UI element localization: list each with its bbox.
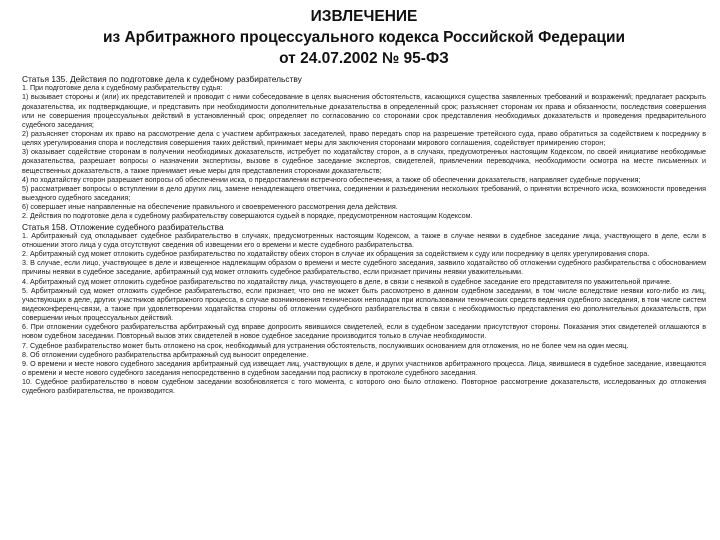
title-line-2: из Арбитражного процессуального кодекса Российской Федерации	[102, 29, 626, 46]
article-135-paragraph: 1) вызывает стороны и (или) их представителей и проводит с ними собеседование в целях выяснения обстоятельств, касающихся существа заявленных требований и возражений; предлагает раскрыть доказательства, их подтверждающие, и представить при необходимости дополнительные доказательства в определенный срок; разъясняет сторонам их права и обязанности, последствия совершения или не совершения процессуальных действий в установленный срок; определяет по согласованию со сторонами срок представления необходимых доказательств и проведения предварительного судебного заседания;	[22, 93, 706, 129]
article-158-paragraph: 1. Арбитражный суд откладывает судебное разбирательство в случаях, предусмотренных настоящим Кодексом, а также в случае неявки в судебное заседание лица, участвующего в деле, если в отношении этого лица у суда отсутствуют сведения об извещении его о времени и месте судебного разбирательства.	[22, 231, 706, 249]
article-158-paragraph: 9. О времени и месте нового судебного заседания арбитражный суд извещает лиц, участвующих в деле, и других участников арбитражного процесса. Лица, явившиеся в судебное заседание, извещаются о времени и месте нового судебного заседания непосредственно в судебном заседании под расписку в протоколе судебного заседания.	[22, 359, 706, 378]
title-line-3: от 24.07.2002 № 95-ФЗ	[279, 50, 449, 67]
article-158-heading: Статья 158. Отложение судебного разбирательства	[22, 221, 224, 232]
article-158-paragraph: 6. При отложении судебного разбирательства арбитражный суд вправе допросить явившихся свидетелей, если в судебном заседании присутствуют стороны. Показания этих свидетелей оглашаются в новом судебном заседании. Повторный вызов этих свидетелей в новое судебное заседание производится только в случае необходимости.	[22, 323, 706, 341]
article-158-paragraph: 4. Арбитражный суд может отложить судебное разбирательство по ходатайству лица, участвующего в деле, в связи с неявкой в судебное заседание его представителя по уважительной причине.	[22, 277, 672, 286]
article-135-paragraph: 1. При подготовке дела к судебному разбирательству судья:	[22, 84, 223, 93]
article-158-paragraph: 3. В случае, если лицо, участвующее в деле и извещенное надлежащим образом о времени и месте судебного заседания, заявило ходатайство об отложении судебного разбирательства с обоснованием причины неявки в судебное заседание, арбитражный суд может отложить судебное разбирательство, если признает причины неявки уважительными.	[22, 259, 706, 277]
article-158-paragraph: 2. Арбитражный суд может отложить судебное разбирательство по ходатайству обеих сторон в случае их обращения за содействием к суду или посреднику в целях урегулирования спора.	[22, 250, 650, 259]
document-body	[22, 74, 706, 397]
article-158-paragraph: 10. Судебное разбирательство в новом судебном заседании возобновляется с того момента, с которого оно было отложено. Повторное рассмотрение доказательств, исследованных до отложения судебного разбирательства, не производится.	[22, 378, 706, 396]
document-title	[22, 6, 706, 69]
article-158-paragraph: 7. Судебное разбирательство может быть отложено на срок, необходимый для устранения обстоятельств, послуживших основанием для отложения, но не более чем на один месяц.	[22, 341, 629, 350]
article-135-paragraph: 6) совершает иные направленные на обеспечение правильного и своевременного рассмотрения дела действия.	[22, 203, 398, 212]
article-135-paragraph: 3) оказывает содействие сторонам в получении необходимых доказательств, истребует по ходатайству сторон, а в случаях, предусмотренных настоящим Кодексом, по своей инициативе необходимые доказательства, разрешает вопросы о назначении экспертизы, вызове в судебное заседание экспертов, свидетелей, привлечении переводчика, необходимости осмотра на месте письменных и вещественных доказательств, а также принимает иные меры для представления сторонами доказательств;	[22, 148, 706, 175]
article-135-paragraph: 2. Действия по подготовке дела к судебному разбирательству совершаются судьей в порядке, предусмотренном настоящим Кодексом.	[22, 212, 473, 221]
title-line-1: ИЗВЛЕЧЕНИЕ	[310, 8, 418, 25]
article-135-paragraph: 5) рассматривает вопросы о вступлении в дело других лиц, замене ненадлежащего ответчика, соединении и разъединении нескольких требований, о принятии встречного иска, возможности проведения выездного судебного заседания;	[22, 184, 706, 203]
article-135-paragraph: 4) по ходатайству сторон разрешает вопросы об обеспечении иска, о предоставлении встречного обеспечения, а также об обеспечении доказательств, направляет судебные поручения;	[22, 175, 641, 184]
article-135-heading: Статья 135. Действия по подготовке дела к судебному разбирательству	[22, 74, 302, 84]
article-158-paragraph: 5. Арбитражный суд может отложить судебное разбирательство, если признает, что оно не может быть рассмотрено в данном судебном заседании, в том числе вследствие неявки кого-либо из лиц, участвующих в деле, других участников арбитражного процесса, в случае возникновения технических неполадок при использовании технических средств ведения судебного заседания, в том числе систем видеоконференц-связи, а также при удовлетворении ходатайства стороны об отложении судебного разбирательства в связи с необходимостью представления ею дополнительных доказательств, при совершении иных процессуальных действий.	[22, 286, 706, 323]
article-135-paragraph: 2) разъясняет сторонам их право на рассмотрение дела с участием арбитражных заседателей, право передать спор на разрешение третейского суда, право обратиться за содействием к посреднику в целях урегулирования спора и последствия совершения таких действий, принимает меры для заключения сторонами мирового соглашения, содействует примирению сторон;	[22, 129, 706, 148]
article-158-paragraph: 8. Об отложении судебного разбирательства арбитражный суд выносит определение.	[22, 350, 309, 359]
